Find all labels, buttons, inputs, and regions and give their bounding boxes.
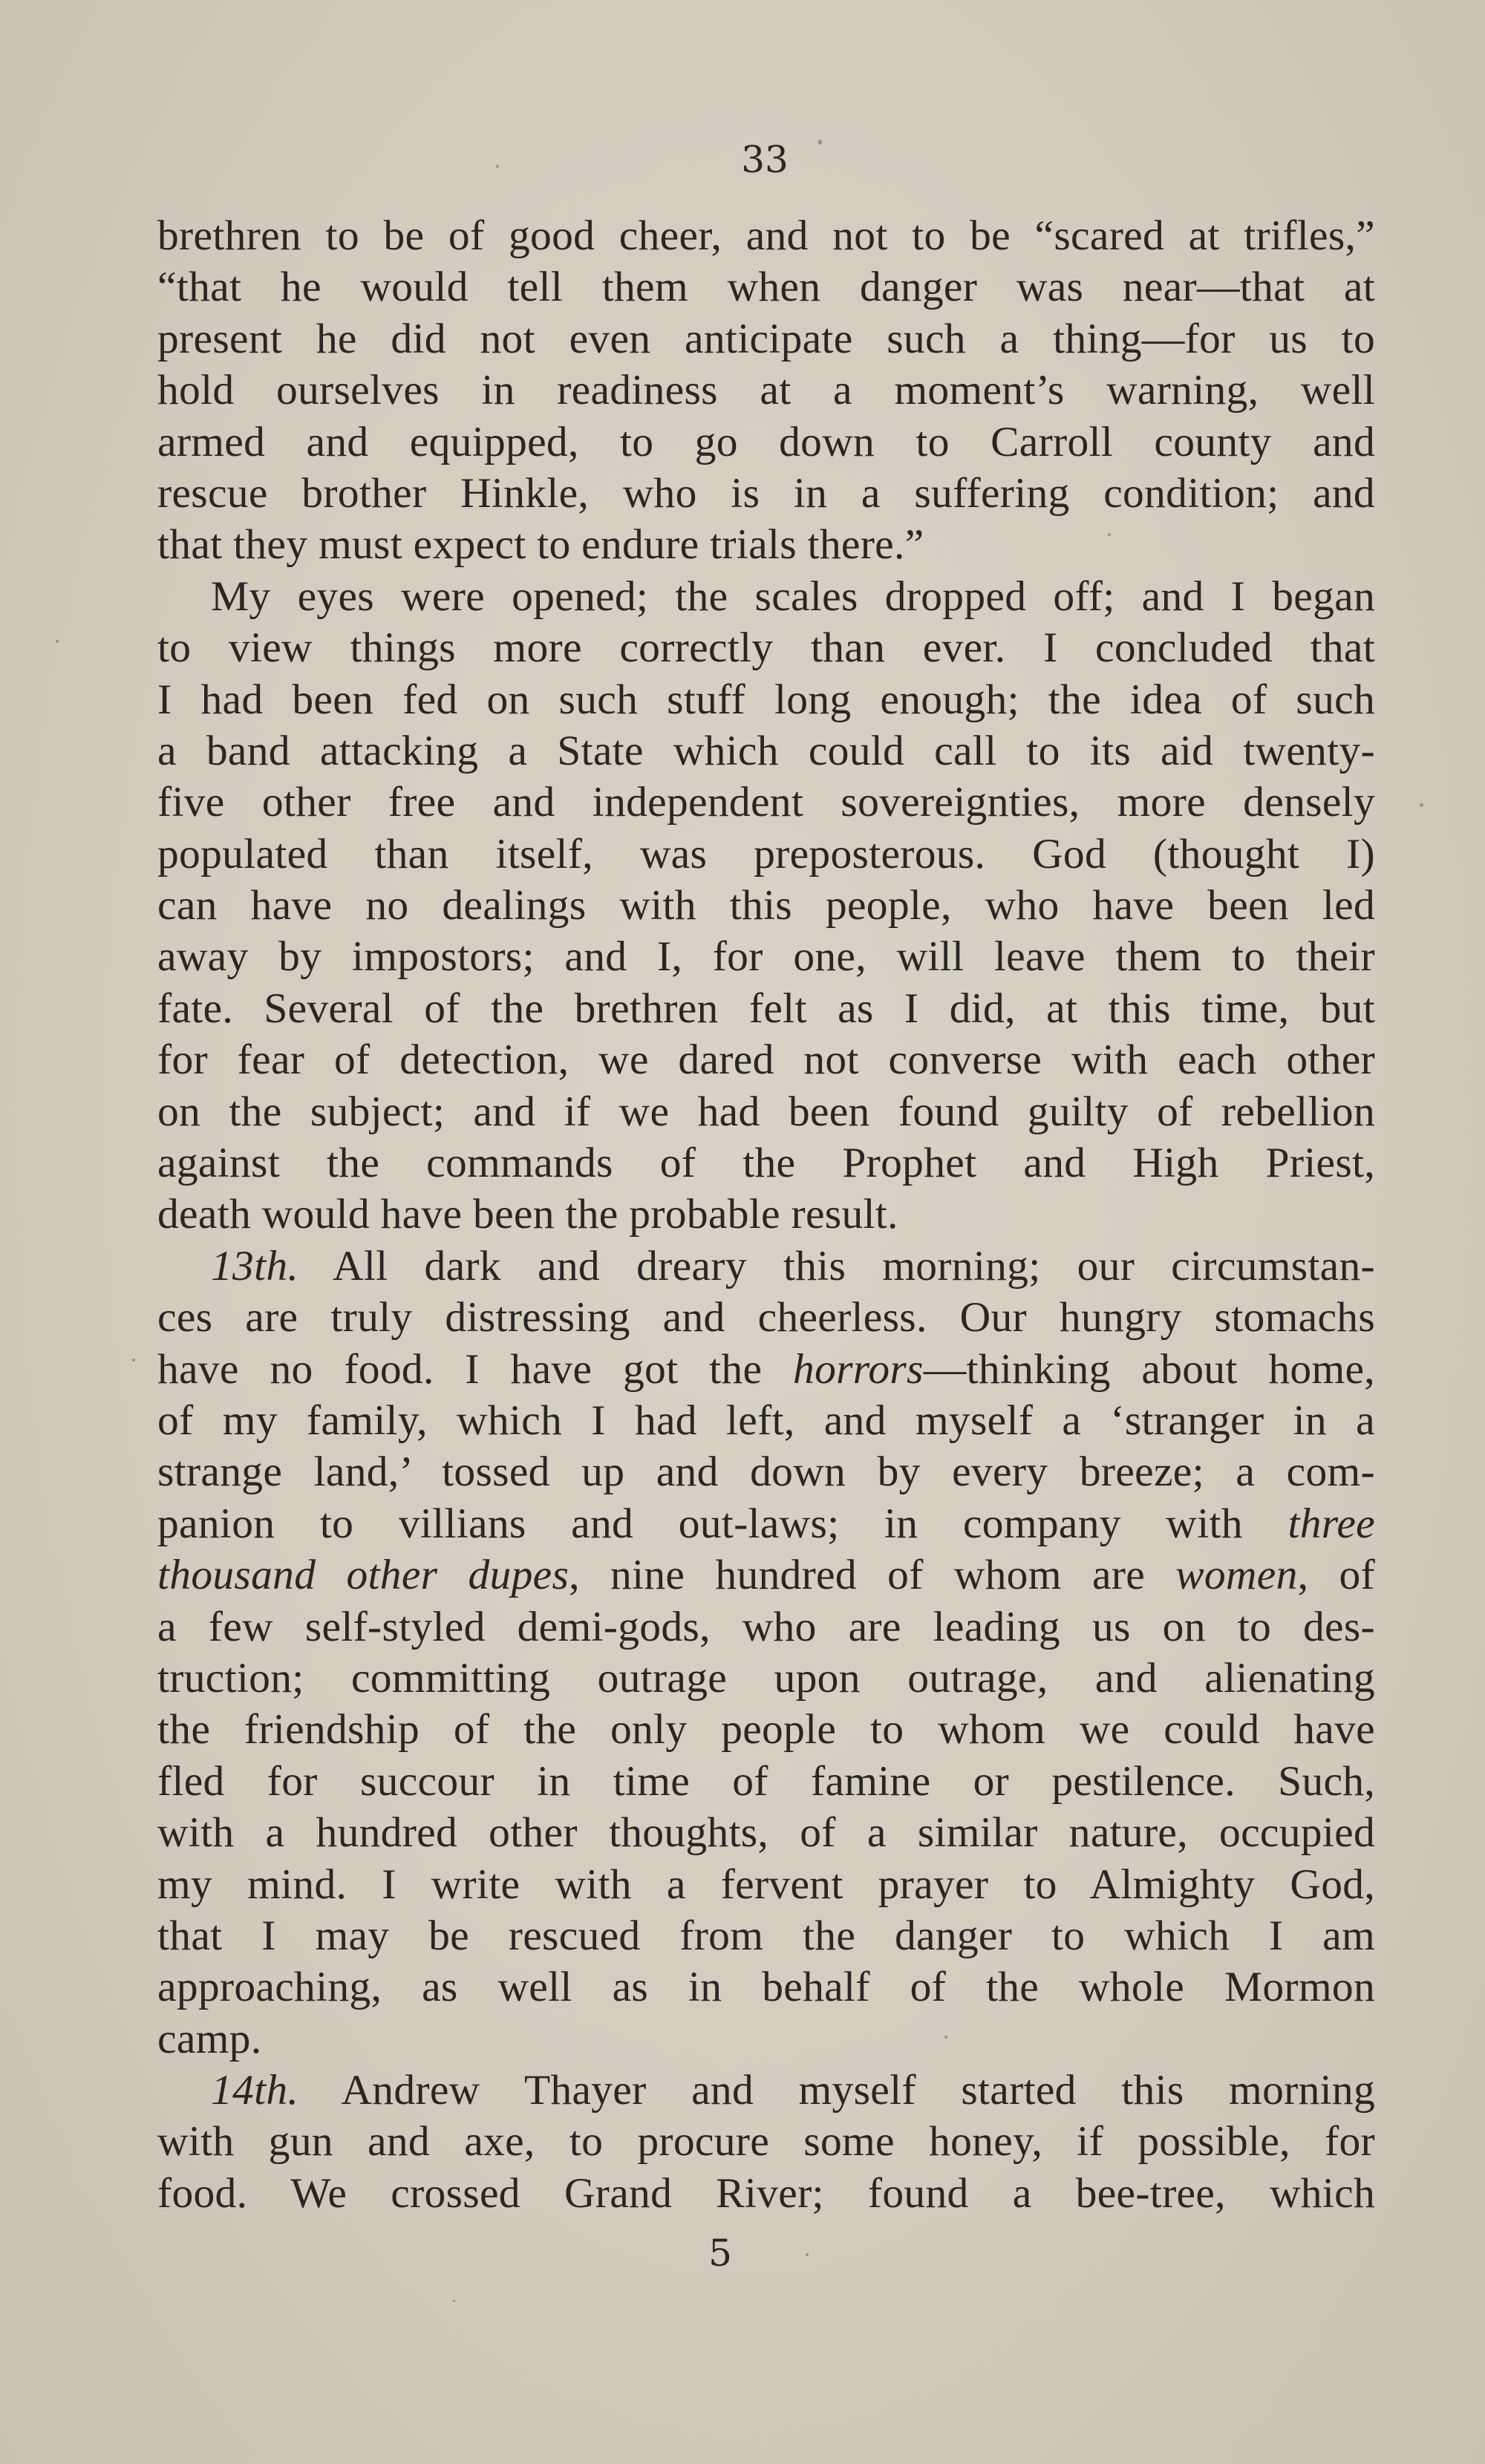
text-line: populated than itself, was preposterous. God (thought I) bbox=[157, 830, 1375, 878]
text-line: that they must expect to endure trials there.” bbox=[157, 521, 924, 569]
text-line: strange land,’ tossed up and down by every breeze; a com- bbox=[157, 1448, 1375, 1496]
emphasis-dupes: thousand other dupes bbox=[157, 1552, 569, 1599]
paper-speck bbox=[453, 2300, 455, 2302]
text-line: with a hundred other thoughts, of a similar nature, occupied bbox=[157, 1809, 1375, 1857]
text-line: camp. bbox=[157, 2015, 262, 2062]
paragraph-continuation bbox=[157, 210, 1375, 571]
text-line: 13th. All dark and dreary this morning; our circumstan- bbox=[211, 1242, 1375, 1290]
paragraph-eyes-opened bbox=[157, 571, 1375, 1241]
emphasis-women: women bbox=[1175, 1552, 1298, 1599]
text-line: a band attacking a State which could call to its aid twenty- bbox=[157, 727, 1375, 774]
paper-speck bbox=[56, 640, 59, 643]
paper-speck bbox=[944, 2036, 947, 2039]
text-line: death would have been the probable result. bbox=[157, 1191, 898, 1238]
date-14th: 14th. bbox=[211, 2067, 299, 2114]
text-line: truction; committing outrage upon outrage, and alienating bbox=[157, 1654, 1375, 1702]
paragraph-13th bbox=[157, 1241, 1375, 2065]
paper-speck bbox=[496, 165, 499, 168]
text-line: rescue brother Hinkle, who is in a suffering condition; and bbox=[157, 469, 1375, 517]
text-line: have no food. I have got the horrors—thinking about home, bbox=[157, 1345, 1375, 1393]
emphasis-horrors: horrors bbox=[793, 1345, 924, 1393]
paper-speck bbox=[1108, 533, 1111, 536]
text-line: brethren to be of good cheer, and not to be “scared at trifles,” bbox=[157, 212, 1375, 259]
text-line: present he did not even anticipate such a thing—for us to bbox=[157, 315, 1375, 362]
text-line: the friendship of the only people to whom we could have bbox=[157, 1706, 1375, 1754]
date-13th: 13th. bbox=[211, 1242, 299, 1290]
text-line: five other free and independent sovereignties, more densely bbox=[157, 779, 1375, 826]
text-line: My eyes were opened; the scales dropped off; and I began bbox=[211, 572, 1375, 620]
paper-speck bbox=[806, 2253, 809, 2256]
text-line: I had been fed on such stuff long enough; the idea of such bbox=[157, 676, 1375, 723]
emphasis-three: three bbox=[1287, 1500, 1375, 1547]
text-line: of my family, which I had left, and myself a ‘stranger in a bbox=[157, 1396, 1375, 1444]
paper-speck bbox=[818, 140, 822, 145]
paragraph-14th bbox=[157, 2065, 1375, 2219]
paper-speck bbox=[132, 1359, 135, 1362]
text-line: a few self-styled demi-gods, who are leading us on to des- bbox=[157, 1603, 1375, 1650]
text-line: to view things more correctly than ever. I concluded that bbox=[157, 624, 1375, 672]
body-text bbox=[157, 210, 1375, 2219]
text-line: food. We crossed Grand River; found a bee-tree, which bbox=[157, 2169, 1375, 2217]
paper-speck bbox=[1420, 803, 1423, 807]
text-line: can have no dealings with this people, who have been led bbox=[157, 882, 1375, 929]
text-line: fate. Several of the brethren felt as I did, at this time, but bbox=[157, 984, 1375, 1032]
text-line: “that he would tell them when danger was near—that at bbox=[157, 264, 1375, 311]
text-line: armed and equipped, to go down to Carroll county and bbox=[157, 418, 1375, 465]
text-line: away by impostors; and I, for one, will leave them to their bbox=[157, 933, 1375, 981]
page-number: 33 bbox=[741, 138, 789, 181]
text-line: hold ourselves in readiness at a moment’s warning, well bbox=[157, 367, 1375, 414]
text-line: fled for succour in time of famine or pestilence. Such, bbox=[157, 1757, 1375, 1805]
text-line: that I may be rescued from the danger to which I am bbox=[157, 1912, 1375, 1959]
text-line: against the commands of the Prophet and High Priest, bbox=[157, 1140, 1375, 1187]
text-line: my mind. I write with a fervent prayer to Almighty God, bbox=[157, 1860, 1375, 1908]
text-line: panion to villians and out-laws; in company with three bbox=[157, 1500, 1375, 1547]
signature-mark: 5 bbox=[708, 2232, 732, 2275]
text-line: ces are truly distressing and cheerless. Our hungry stomachs bbox=[157, 1294, 1375, 1342]
text-line: for fear of detection, we dared not converse with each other bbox=[157, 1036, 1375, 1084]
text-line: with gun and axe, to procure some honey, if possible, for bbox=[157, 2118, 1375, 2166]
text-line: approaching, as well as in behalf of the whole Mormon bbox=[157, 1964, 1375, 2011]
text-line: 14th. Andrew Thayer and myself started this morning bbox=[211, 2067, 1375, 2114]
text-line: thousand other dupes, nine hundred of whom are women, of bbox=[157, 1552, 1375, 1599]
text-line: on the subject; and if we had been found guilty of rebellion bbox=[157, 1088, 1375, 1135]
